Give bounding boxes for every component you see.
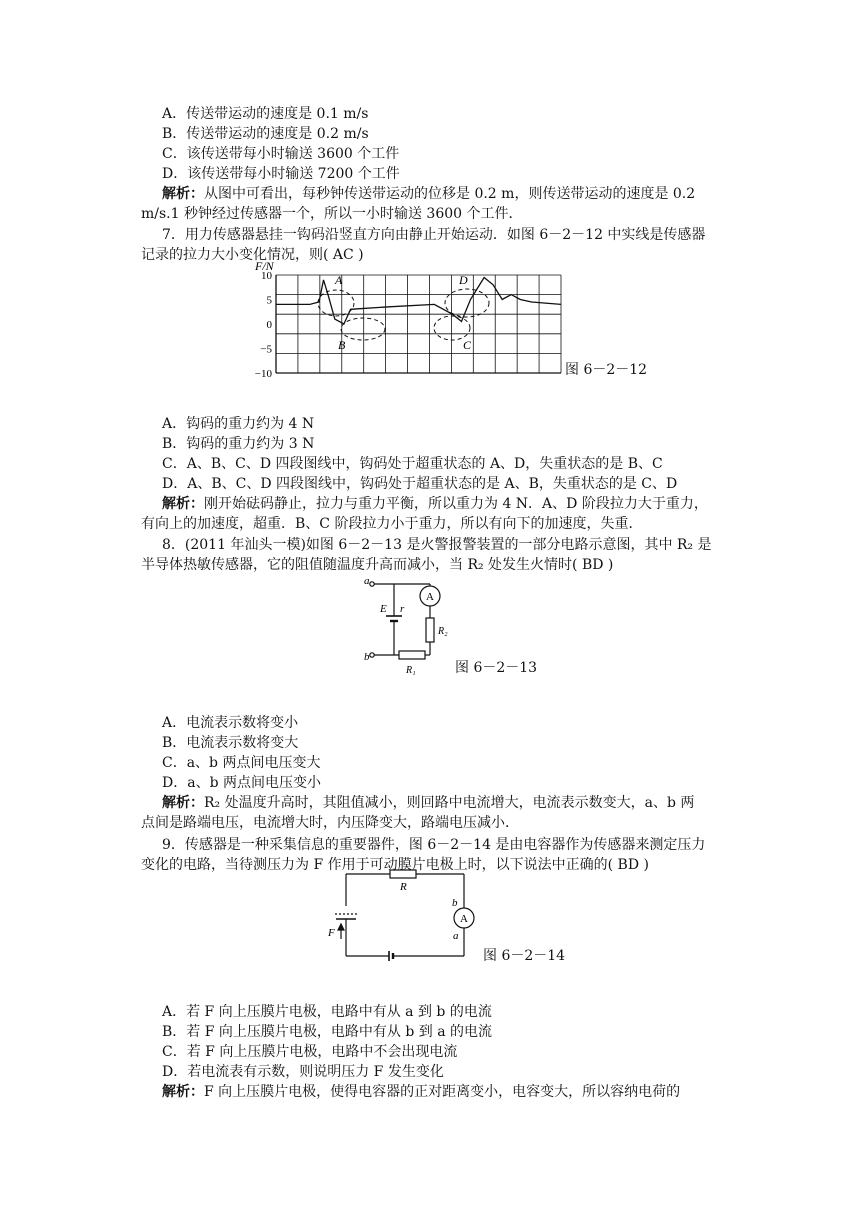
- q6-option-c: C．该传送带每小时输送 3600 个工件: [162, 146, 400, 162]
- q9-stem-line-2: 变化的电路，当待测压力为 F 作用于可动膜片电极上时，以下说法中正确的( BD ): [141, 857, 649, 873]
- q7-option-c: C．A、B、C、D 四段图线中，钩码处于超重状态的 A、D，失重状态的是 B、C: [162, 456, 663, 472]
- q8-analysis-line-1: [162, 793, 694, 813]
- y-tick-label: 5: [266, 294, 272, 307]
- q9-option-a: A．若 F 向上压膜片电极，电路中有从 a 到 b 的电流: [162, 1004, 492, 1020]
- resistor-r1: [399, 651, 425, 659]
- q9-option-c: C．若 F 向上压膜片电极，电路中不会出现电流: [162, 1044, 458, 1060]
- q9-option-d: D．若电流表有示数，则说明压力 F 发生变化: [162, 1064, 444, 1080]
- terminal-b: [370, 653, 374, 657]
- q6-analysis-line-1: [162, 184, 695, 204]
- q7-analysis-line-2: 有向上的加速度，超重．B、C 阶段拉力小于重力，所以有向下的加速度，失重．: [141, 516, 643, 532]
- analysis-text: R₂ 处温度升高时，其阻值减小，则回路中电流增大，电流表示数变大，a、b 两: [204, 795, 695, 811]
- resistor-r: [390, 870, 416, 878]
- q8-option-b: B．电流表示数将变大: [162, 735, 299, 751]
- q7-figure-label: 图 6－2－12: [565, 362, 648, 378]
- label-a: a: [364, 575, 370, 587]
- q6-option-d: D．该传送带每小时输送 7200 个工件: [162, 166, 400, 182]
- analysis-label: 解析：: [162, 186, 204, 202]
- q7-stem-line-1: 7．用力传感器悬挂一钩码沿竖直方向由静止开始运动．如图 6－2－12 中实线是传感器: [162, 227, 706, 243]
- q8-figure-label: 图 6－2－13: [455, 660, 538, 676]
- terminal-a: [370, 582, 374, 586]
- analysis-text: F 向上压膜片电极，使得电容器的正对距离变小，电容变大，所以容纳电荷的: [204, 1084, 681, 1100]
- q9-figure-label: 图 6－2－14: [483, 948, 566, 964]
- label-r2: R₂: [438, 626, 448, 637]
- q7-analysis-line-1: [162, 494, 708, 514]
- q6-option-a: A．传送带运动的速度是 0.1 m/s: [162, 106, 369, 122]
- chart-annotation-a: A: [335, 273, 343, 287]
- analysis-label: 解析：: [162, 795, 204, 811]
- q6-option-b: B．传送带运动的速度是 0.2 m/s: [162, 126, 369, 142]
- chart-annotation-c: C: [463, 338, 472, 352]
- force-arrow-icon: [338, 924, 344, 939]
- q8-stem-line-1: 8．(2011 年汕头一模)如图 6－2－13 是火警报警装置的一部分电路示意图，其中 R₂ 是: [162, 537, 712, 553]
- chart-annotation-d: D: [459, 273, 468, 287]
- resistor-r2: [426, 618, 434, 642]
- chart-annotation-b: B: [338, 338, 346, 352]
- analysis-text: 从图中可看出，每秒钟传送带运动的位移是 0.2 m，则传送带运动的速度是 0.2: [204, 186, 696, 202]
- force-time-chart: [245, 258, 575, 380]
- label-f: F: [328, 927, 335, 939]
- analysis-text: 刚开始砝码静止，拉力与重力平衡，所以重力为 4 N．A、D 阶段拉力大于重力，: [204, 496, 708, 512]
- q9-stem-line-1: 9．传感器是一种采集信息的重要器件，图 6－2－14 是由电容器作为传感器来测定压力: [162, 837, 706, 853]
- region-c-ellipse: [434, 316, 470, 340]
- q9-option-b: B．若 F 向上压膜片电极，电路中有从 b 到 a 的电流: [162, 1024, 493, 1040]
- q7-option-d: D．A、B、C、D 四段图线中，钩码处于超重状态的是 A、B，失重状态的是 C、D: [162, 476, 678, 492]
- chart-grid: [276, 275, 561, 373]
- y-tick-label: 0: [266, 319, 272, 331]
- label-r1: R₁: [406, 665, 416, 676]
- analysis-label: 解析：: [162, 496, 204, 512]
- q9-analysis-line-1: [162, 1082, 680, 1102]
- label-b: b: [452, 897, 458, 909]
- q7-option-b: B．钩码的重力约为 3 N: [162, 436, 315, 452]
- q7-stem-line-2: 记录的拉力大小变化情况，则( AC ): [141, 247, 364, 263]
- y-tick-label: −10: [254, 368, 272, 380]
- label-r: R: [400, 881, 407, 893]
- analysis-label: 解析：: [162, 1084, 204, 1100]
- q8-option-d: D．a、b 两点间电压变小: [162, 775, 321, 791]
- label-e: E: [380, 603, 387, 615]
- label-meter: A: [426, 591, 434, 603]
- label-r: r: [400, 603, 405, 615]
- fire-alarm-circuit: [356, 572, 456, 680]
- region-b-ellipse: [341, 318, 385, 340]
- q8-stem-line-2: 半导体热敏传感器，它的阻值随温度升高而减小，当 R₂ 处发生火情时( BD ): [141, 557, 614, 573]
- label-a: a: [453, 930, 459, 942]
- q8-option-c: C．a、b 两点间电压变大: [162, 755, 321, 771]
- q8-analysis-line-2: 点间是路端电压，电流增大时，内压降变大，路端电压减小．: [141, 815, 519, 831]
- q6-analysis-line-2: m/s.1 秒钟经过传感器一个，所以一小时输送 3600 个工件．: [141, 206, 523, 222]
- region-a-ellipse: [318, 290, 354, 316]
- capacitor-sensor-circuit: [322, 866, 482, 962]
- chart-y-ticks: [255, 270, 273, 380]
- q8-option-a: A．电流表示数将变小: [162, 715, 299, 731]
- y-tick-label: −5: [260, 343, 272, 356]
- label-meter: A: [460, 913, 468, 925]
- chart-y-axis-label: F/N: [255, 259, 274, 273]
- y-tick-label: 10: [261, 270, 272, 282]
- label-b: b: [364, 651, 370, 663]
- q7-option-a: A．钩码的重力约为 4 N: [162, 416, 315, 432]
